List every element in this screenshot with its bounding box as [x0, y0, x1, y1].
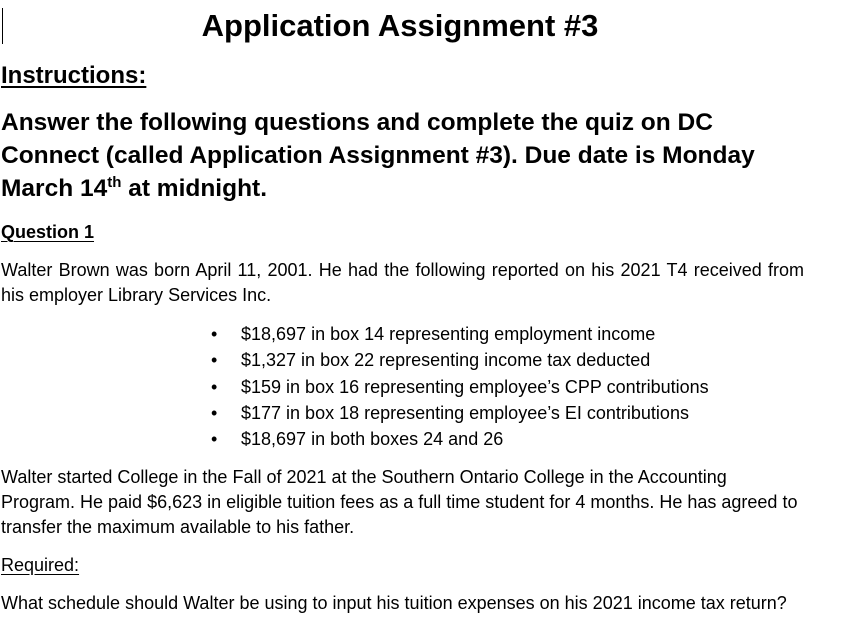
- list-item-text: $18,697 in box 14 representing employment income: [241, 324, 656, 344]
- bullet-icon: •: [211, 376, 218, 397]
- bullet-icon: •: [211, 429, 218, 450]
- required-question: What schedule should Walter be using to input his tuition expenses on his 2021 income tax return?: [1, 593, 787, 613]
- list-item: [208, 374, 709, 400]
- instructions-heading: Instructions:: [1, 62, 147, 89]
- question-heading: Question 1: [1, 222, 95, 242]
- instructions-body: [1, 106, 801, 205]
- instructions-text: Answer the following questions and complete the quiz on DC Connect (called Application Assignment #3). Due date is Monday March 14: [1, 109, 755, 202]
- question-paragraph-2: Walter started College in the Fall of 2021 at the Southern Ontario College in the Accounting Program. He paid $6,623 in eligible tuition fees as a full time student for 4 months. He has agreed to transfer the maximum available to his father.: [1, 467, 798, 537]
- list-item-text: $177 in box 18 representing employee’s EI contributions: [241, 402, 689, 423]
- bullet-icon: •: [211, 324, 218, 344]
- required-label: Required:: [1, 555, 80, 575]
- list-item: [208, 400, 709, 426]
- list-item: [208, 321, 709, 347]
- bullet-list: [208, 321, 709, 452]
- document-title: Application Assignment #3: [201, 8, 599, 43]
- instructions-text-end: at midnight.: [121, 175, 268, 202]
- list-item: [208, 347, 709, 373]
- bullet-icon: •: [211, 402, 218, 423]
- list-item: [208, 426, 709, 452]
- list-item-text: $159 in box 16 representing employee’s CPP contributions: [241, 376, 709, 397]
- bullet-icon: •: [211, 350, 218, 371]
- ordinal-suffix: th: [107, 174, 122, 191]
- list-item-text: $1,327 in box 22 representing income tax deducted: [241, 350, 651, 371]
- list-item-text: $18,697 in both boxes 24 and 26: [241, 429, 504, 450]
- question-paragraph-1: Walter Brown was born April 11, 2001. He had the following reported on his 2021 T4 received from his employer Library Services Inc.: [1, 260, 804, 305]
